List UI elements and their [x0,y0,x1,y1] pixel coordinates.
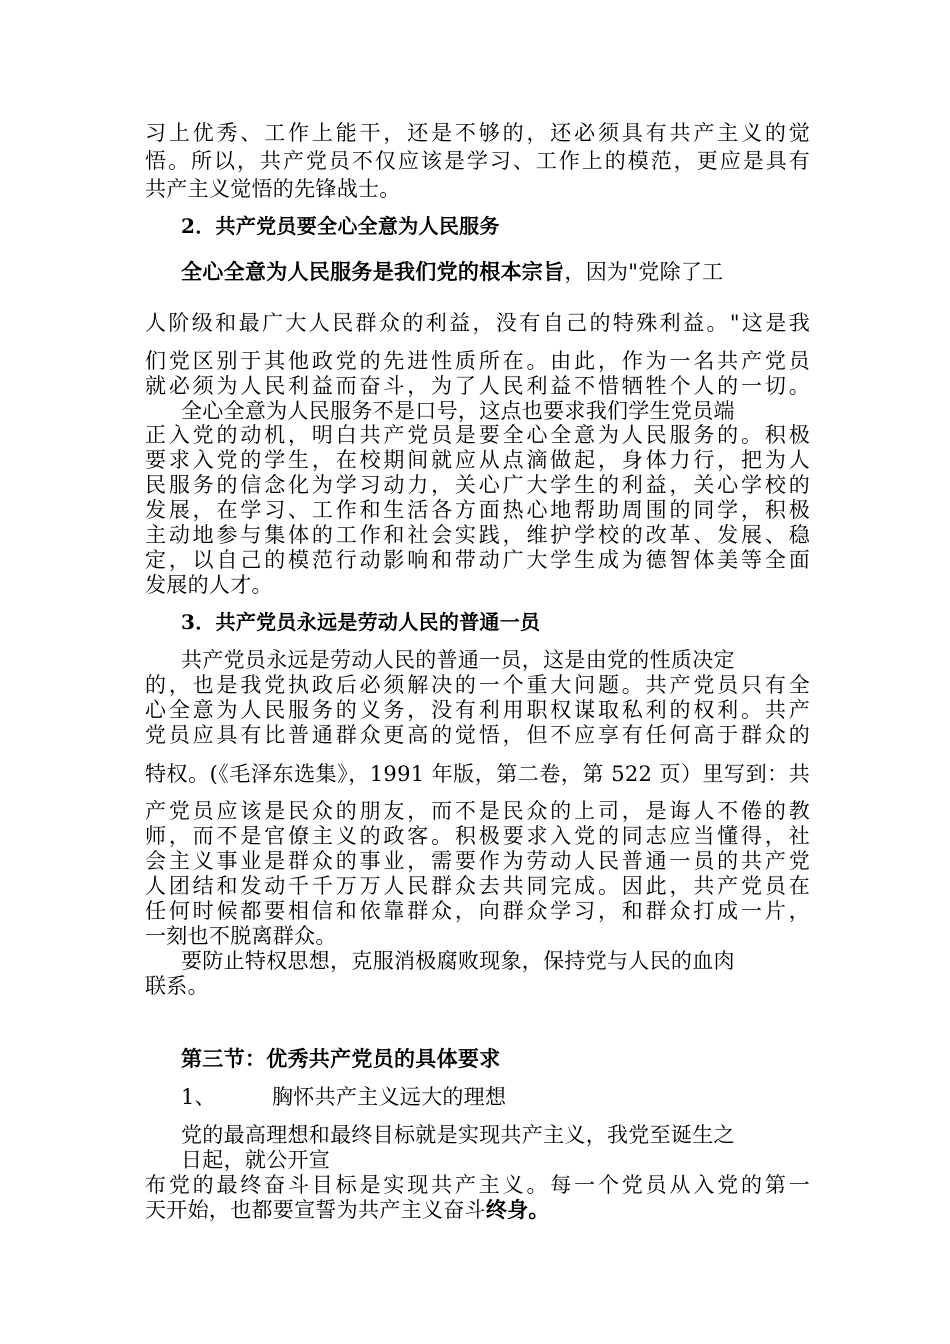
paragraph-line: 悟。所以，共产党员不仅应该是学习、工作上的模范，更应是具有 [145,149,810,173]
paragraph-line [145,258,846,286]
section-heading-2: 2．共产党员要全心全意为人民服务 [181,214,500,238]
paragraph-line: 的，也是我党执政后必须解决的一个重大问题。共产党员只有全 [145,673,810,697]
paragraph-line: 习上优秀、工作上能干，还是不够的，还必须具有共产主义的觉 [145,121,810,145]
item-number: 1、 [181,1085,216,1109]
paragraph-line: 会主义事业是群众的事业，需要作为劳动人民普通一员的共产党 [145,849,810,873]
paragraph-line: 联系。 [145,974,209,998]
paragraph-line: 发展的人才。 [145,573,273,597]
paragraph-line: 全心全意为人民服务不是口号，这点也要求我们学生党员端 [181,399,735,423]
paragraph-line: 任何时候都要相信和依靠群众，向群众学习，和群众打成一片， [145,899,810,923]
item-text: 胸怀共产主义远大的理想 [271,1085,507,1109]
paragraph-line: 师，而不是官僚主义的政客。积极要求入党的同志应当懂得，社 [145,824,810,848]
paragraph-line: 共产主义觉悟的先锋战士。 [145,177,401,201]
paragraph-line: 共产党员永远是劳动人民的普通一员，这是由党的性质决定 [181,648,735,672]
paragraph-line: 人团结和发动千千万万人民群众去共同完成。因此，共产党员在 [145,874,810,898]
paragraph-line: 日起，就公开宣 [181,1148,331,1172]
paragraph-line: 民服务的信念化为学习动力，关心广大学生的利益，关心学校的 [145,473,810,497]
paragraph-line: 们党区别于其他政党的先进性质所在。由此，作为一名共产党员 [145,349,810,373]
paragraph-line: 要防止特权思想，克服消极腐败现象，保持党与人民的血肉 [181,949,735,973]
paragraph-line: 就必须为人民利益而奋斗，为了人民利益不惜牺牲个人的一切。 [145,374,810,398]
paragraph-line: 布党的最终奋斗目标是实现共产主义。每一个党员从入党的第一 [145,1173,810,1197]
paragraph-line [145,1196,810,1224]
paragraph-line: 一刻也不脱离群众。 [145,924,337,948]
numbered-item [145,1083,846,1111]
paragraph-line: 特权。(《毛泽东选集》，1991 年版，第二卷，第 522 页）里写到：共 [145,762,810,786]
paragraph-line: 发展，在学习、工作和生活各方面热心地帮助周围的同学，积极 [145,498,810,522]
emphasis-text: 终身。 [485,1197,550,1222]
paragraph-line: 党的最高理想和最终目标就是实现共产主义，我党至诞生之 [181,1123,735,1147]
paragraph-text: 天开始，也都要宣誓为共产主义奋斗 [145,1198,486,1222]
paragraph-line: 主动地参与集体的工作和社会实践，维护学校的改革、发展、稳 [145,523,810,547]
paragraph-line: 心全意为人民服务的义务，没有利用职权谋取私利的权利。共产 [145,698,810,722]
paragraph-text: ，因为"党除了工 [564,260,724,284]
chapter-section-heading: 第三节：优秀共产党员的具体要求 [181,1046,501,1071]
paragraph-line: 要求入党的学生，在校期间就应从点滴做起，身体力行，把为人 [145,448,810,472]
emphasis-text: 全心全意为人民服务是我们党的根本宗旨 [181,259,565,284]
paragraph-line: 正入党的动机，明白共产党员是要全心全意为人民服务的。积极 [145,423,810,447]
paragraph-line: 人阶级和最广大人民群众的利益，没有自己的特殊利益。"这是我 [145,311,810,335]
paragraph-line: 定，以自己的模范行动影响和带动广大学生成为德智体美等全面 [145,548,810,572]
paragraph-line: 产党员应该是民众的朋友，而不是民众的上司，是诲人不倦的教 [145,799,810,823]
section-heading-3: 3．共产党员永远是劳动人民的普通一员 [181,610,541,634]
paragraph-line: 党员应具有比普通群众更高的觉悟，但不应享有任何高于群众的 [145,723,810,747]
